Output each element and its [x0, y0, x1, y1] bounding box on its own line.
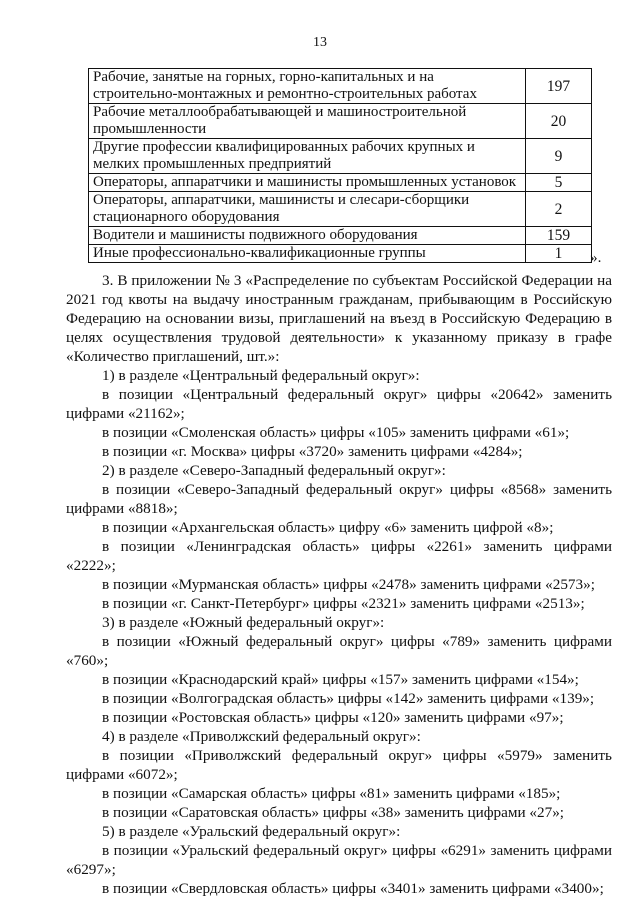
table-cell-profession: Операторы, аппаратчики, машинисты и слесари-сборщики стационарного оборудования — [89, 192, 526, 227]
paragraph: в позиции «Ростовская область» цифры «120» заменить цифрами «97»; — [102, 709, 564, 726]
paragraph: в позиции «г. Санкт-Петербург» цифры «2321» заменить цифрами «2513»; — [102, 595, 585, 612]
paragraph: в позиции «Смоленская область» цифры «105» заменить цифрами «61»; — [102, 424, 570, 441]
quota-table — [88, 68, 592, 263]
paragraph: в позиции «Южный федеральный округ» цифры «789» заменить цифрами «760»; — [66, 633, 612, 669]
table-cell-quota: 159 — [526, 227, 592, 245]
paragraph: 3) в разделе «Южный федеральный округ»: — [102, 614, 385, 631]
table-row — [89, 227, 592, 245]
table-cell-profession: Рабочие металлообрабатывающей и машиностроительной промышленности — [89, 104, 526, 139]
paragraph: в позиции «Мурманская область» цифры «2478» заменить цифрами «2573»; — [102, 576, 595, 593]
paragraph: в позиции «Свердловская область» цифры «3401» заменить цифрами «3400»; — [102, 880, 604, 897]
paragraph: 5) в разделе «Уральский федеральный округ»: — [102, 823, 401, 840]
table-cell-profession: Другие профессии квалифицированных рабочих крупных и мелких промышленных предприятий — [89, 139, 526, 174]
paragraph: 1) в разделе «Центральный федеральный округ»: — [102, 367, 420, 384]
paragraph: 3. В приложении № 3 «Распределение по субъектам Российской Федерации на 2021 год квоты на выдачу иностранным гражданам, прибывающим в Российскую Федерацию на основании визы, приглашений на въезд в Российскую Федерацию в целях осуществления трудовой деятельности» к указанному приказу в графе «Количество приглашений, шт.»: — [66, 272, 612, 365]
table-cell-profession: Иные профессионально-квалификационные группы — [89, 245, 526, 263]
paragraph: в позиции «г. Москва» цифры «3720» заменить цифрами «4284»; — [102, 443, 523, 460]
table-row — [89, 104, 592, 139]
paragraph: 4) в разделе «Приволжский федеральный округ»: — [102, 728, 421, 745]
document-body — [66, 271, 612, 898]
table-row — [89, 192, 592, 227]
table-row — [89, 139, 592, 174]
paragraph: в позиции «Ленинградская область» цифры «2261» заменить цифрами «2222»; — [66, 538, 612, 574]
table-cell-profession: Рабочие, занятые на горных, горно-капитальных и на строительно-монтажных и ремонтно-строительных работах — [89, 69, 526, 104]
paragraph: в позиции «Саратовская область» цифры «38» заменить цифрами «27»; — [102, 804, 565, 821]
paragraph: в позиции «Приволжский федеральный округ» цифры «5979» заменить цифрами «6072»; — [66, 747, 612, 783]
table-cell-quota: 9 — [526, 139, 592, 174]
table-closing-mark: ». — [590, 249, 602, 266]
quota-table-body — [89, 69, 592, 263]
table-cell-quota: 197 — [526, 69, 592, 104]
table-row — [89, 245, 592, 263]
paragraph: 2) в разделе «Северо-Западный федеральный округ»: — [102, 462, 446, 479]
table-row — [89, 174, 592, 192]
table-cell-quota: 2 — [526, 192, 592, 227]
table-cell-quota: 20 — [526, 104, 592, 139]
table-cell-quota: 1 — [526, 245, 592, 263]
table-cell-quota: 5 — [526, 174, 592, 192]
page-number: 13 — [313, 35, 327, 50]
paragraph: в позиции «Самарская область» цифры «81» заменить цифрами «185»; — [102, 785, 561, 802]
table-cell-profession: Операторы, аппаратчики и машинисты промышленных установок — [89, 174, 526, 192]
paragraph: в позиции «Северо-Западный федеральный округ» цифры «8568» заменить цифрами «8818»; — [66, 481, 612, 517]
paragraph: в позиции «Волгоградская область» цифры «142» заменить цифрами «139»; — [102, 690, 595, 707]
paragraph: в позиции «Уральский федеральный округ» цифры «6291» заменить цифрами «6297»; — [66, 842, 612, 878]
paragraph: в позиции «Архангельская область» цифру «6» заменить цифрой «8»; — [102, 519, 554, 536]
paragraph: в позиции «Краснодарский край» цифры «157» заменить цифрами «154»; — [102, 671, 579, 688]
table-row — [89, 69, 592, 104]
paragraph: в позиции «Центральный федеральный округ» цифры «20642» заменить цифрами «21162»; — [66, 386, 612, 422]
table-cell-profession: Водители и машинисты подвижного оборудования — [89, 227, 526, 245]
